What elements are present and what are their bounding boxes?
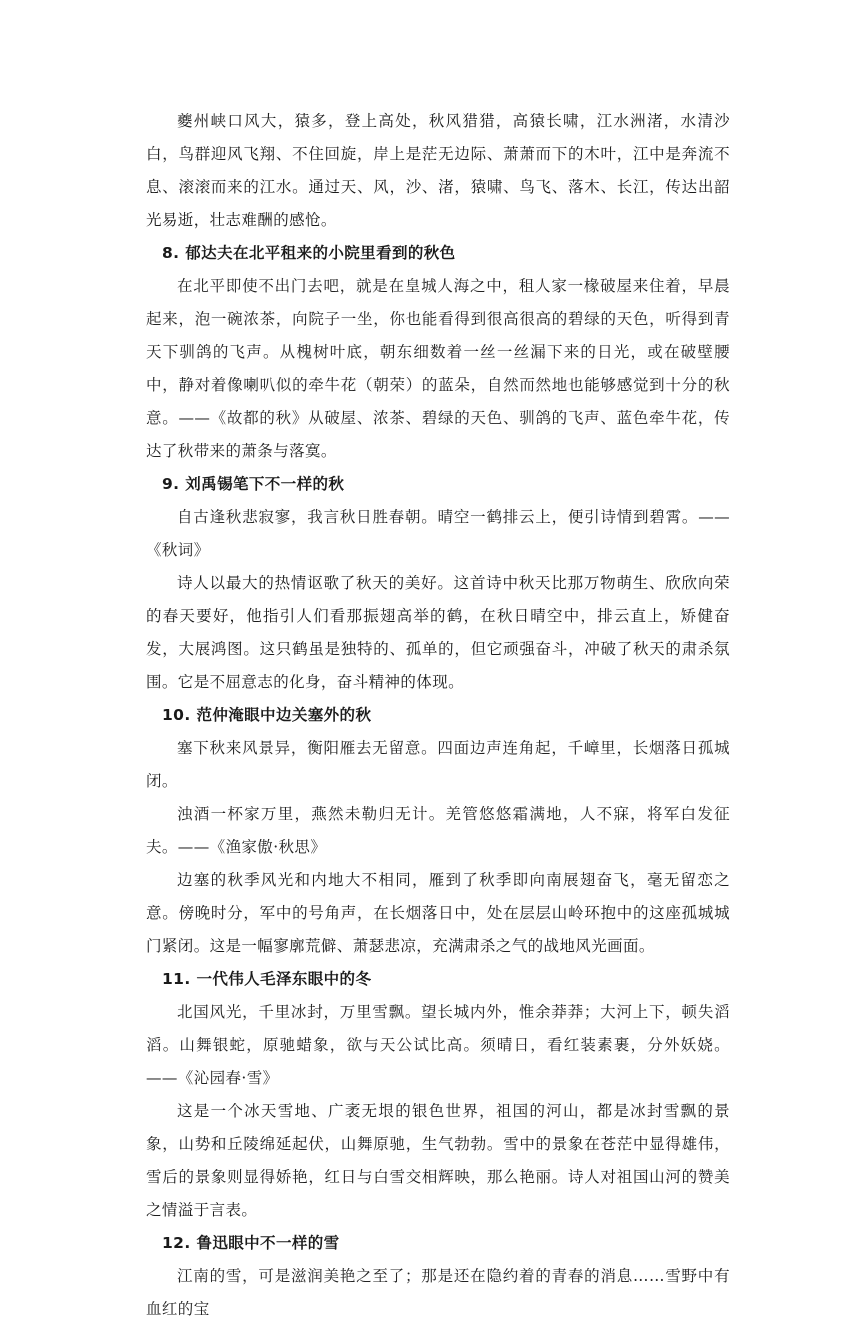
kuimen-analysis-paragraph: 夔州峡口风大，猿多，登上高处，秋风猎猎，高猿长啸，江水洲渚，水清沙白，鸟群迎风飞翔、不住回旋，岸上是茫无边际、萧萧而下的木叶，江中是奔流不息、滚滚而来的江水。通过天、风，沙、渚，猿啸、鸟飞、落木、长江，传达出韶光易逝，壮志难酬的感怆。 bbox=[146, 112, 730, 229]
section-11-analysis: 这是一个冰天雪地、广袤无垠的银色世界，祖国的河山，都是冰封雪飘的景象，山势和丘陵绵延起伏，山舞原驰，生气勃勃。雪中的景象在苍茫中显得雄伟，雪后的景象则显得娇艳，红日与白雪交相辉映，那么艳丽。诗人对祖国山河的赞美之情溢于言表。 bbox=[146, 1102, 730, 1219]
section-12-heading: 12. 鲁迅眼中不一样的雪 bbox=[162, 1234, 340, 1252]
section-9-quote: 自古逢秋悲寂寥，我言秋日胜春朝。晴空一鹤排云上，便引诗情到碧霄。——《秋词》 bbox=[146, 508, 730, 559]
document-body bbox=[146, 105, 730, 1326]
section-8-paragraph: 在北平即使不出门去吧，就是在皇城人海之中，租人家一椽破屋来住着，早晨起来，泡一碗浓茶，向院子一坐，你也能看得到很高很高的碧绿的天色，听得到青天下驯鸽的飞声。从槐树叶底，朝东细数着一丝一丝漏下来的日光，或在破壁腰中，静对着像喇叭似的牵牛花（朝荣）的蓝朵，自然而然地也能够感觉到十分的秋意。——《故都的秋》从破屋、浓茶、碧绿的天色、驯鸽的飞声、蓝色牵牛花，传达了秋带来的萧条与落寞。 bbox=[146, 277, 730, 460]
section-9-analysis: 诗人以最大的热情讴歌了秋天的美好。这首诗中秋天比那万物萌生、欣欣向荣的春天要好，他指引人们看那振翅高举的鹤，在秋日晴空中，排云直上，矫健奋发，大展鸿图。这只鹤虽是独特的、孤单的，但它顽强奋斗，冲破了秋天的肃杀氛围。它是不屈意志的化身，奋斗精神的体现。 bbox=[146, 574, 730, 691]
section-12-quote: 江南的雪，可是滋润美艳之至了；那是还在隐约着的青春的消息……雪野中有血红的宝 bbox=[146, 1267, 730, 1318]
section-10-heading: 10. 范仲淹眼中边关塞外的秋 bbox=[162, 706, 372, 724]
section-11-quote: 北国风光，千里冰封，万里雪飘。望长城内外，惟余莽莽；大河上下，顿失滔滔。山舞银蛇，原驰蜡象，欲与天公试比高。须晴日，看红装素裹，分外妖娆。——《沁园春·雪》 bbox=[146, 1003, 730, 1087]
section-9-heading: 9. 刘禹锡笔下不一样的秋 bbox=[162, 475, 345, 493]
section-8-heading: 8. 郁达夫在北平租来的小院里看到的秋色 bbox=[162, 244, 456, 262]
section-10-analysis: 边塞的秋季风光和内地大不相同，雁到了秋季即向南展翅奋飞，毫无留恋之意。傍晚时分，军中的号角声，在长烟落日中，处在层层山岭环抱中的这座孤城城门紧闭。这是一幅寥廓荒僻、萧瑟悲凉，充满肃杀之气的战地风光画面。 bbox=[146, 871, 730, 955]
section-10-quote-1: 塞下秋来风景异，衡阳雁去无留意。四面边声连角起，千嶂里，长烟落日孤城闭。 bbox=[146, 739, 730, 790]
section-10-quote-2: 浊酒一杯家万里，燕然未勒归无计。羌管悠悠霜满地，人不寐，将军白发征夫。——《渔家傲·秋思》 bbox=[146, 805, 730, 856]
section-11-heading: 11. 一代伟人毛泽东眼中的冬 bbox=[162, 970, 372, 988]
